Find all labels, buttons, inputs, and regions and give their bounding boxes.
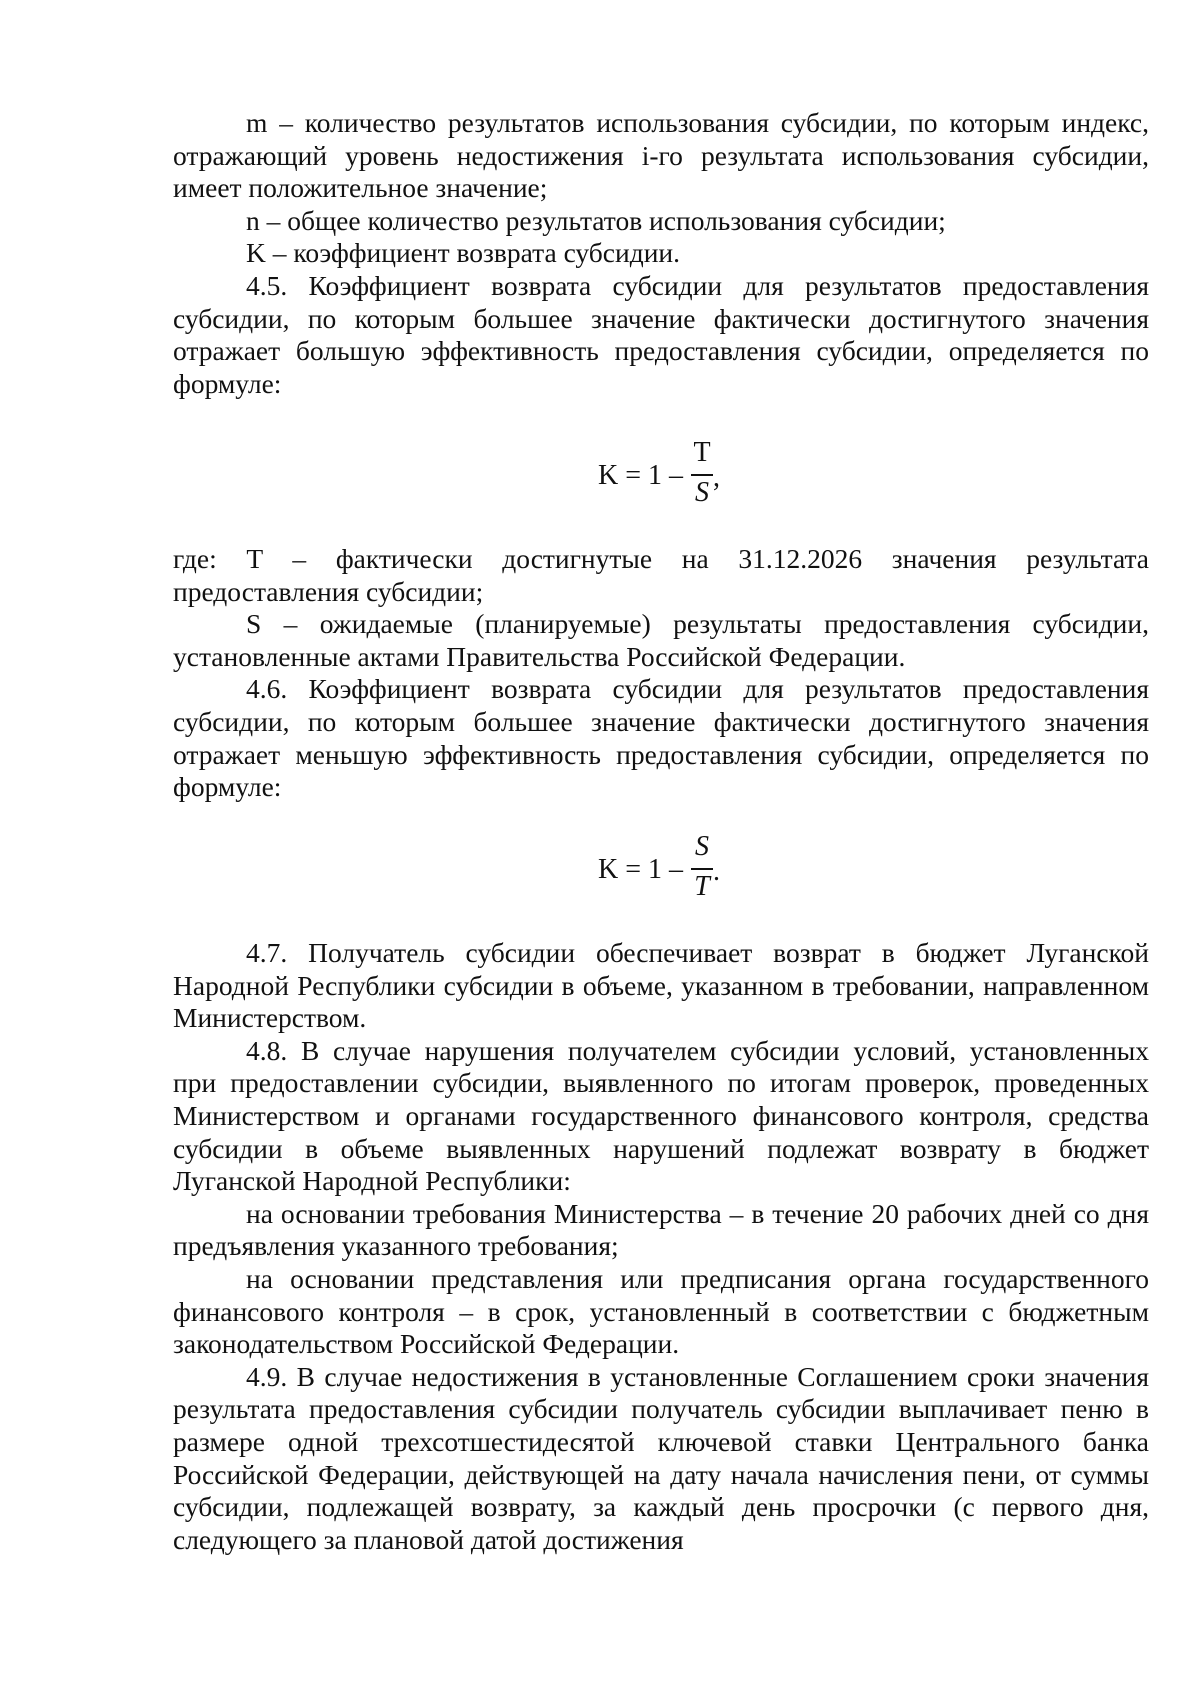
formula-denominator: S <box>695 477 709 508</box>
paragraph-m-definition: m – количество результатов использования субсидии, по которым индекс, отражающий уровень недостижения i-го результата использования субсидии, имеет положительное значение; <box>173 107 1149 204</box>
formula-numerator: S <box>695 831 709 862</box>
text-block-where <box>173 543 1149 804</box>
text-block-definitions <box>173 107 1149 400</box>
paragraph-t-definition: где: T – фактически достигнутые на 31.12.2026 значения результата предоставления субсидии; <box>173 543 1149 607</box>
formula-denominator: T <box>694 871 710 902</box>
formula-punctuation: , <box>713 462 720 493</box>
formula-lhs: K = 1 – <box>598 460 684 491</box>
paragraph-s-definition: S – ожидаемые (планируемые) результаты предоставления субсидии, установленные актами Правительства Российской Федерации. <box>173 608 1149 672</box>
formula-lhs: K = 1 – <box>598 854 684 885</box>
fraction-bar <box>691 868 713 870</box>
paragraph-4-9: 4.9. В случае недостижения в установленные Соглашением сроки значения результата предоставления субсидии получатель субсидии выплачивает пеню в размере одной трехсотшестидесятой ключевой ставки Центрального банка Российской Федерации, действующей на дату начала начисления пени, от суммы субсидии, подлежащей возврату, за каждый день просрочки (с первого дня, следующего за плановой датой достижения <box>173 1360 1149 1555</box>
formula-4-5 <box>0 438 1200 518</box>
paragraph-control-order: на основании представления или предписания органа государственного финансового контроля – в срок, установленный в соответствии с бюджетным законодательством Российской Федерации. <box>173 1262 1149 1360</box>
formula-punctuation: . <box>713 856 720 887</box>
paragraph-ministry-demand: на основании требования Министерства – в течение 20 рабочих дней со дня предъявления указанного требования; <box>173 1197 1149 1262</box>
paragraph-n-definition: n – общее количество результатов использования субсидии; <box>246 204 946 236</box>
paragraph-4-5: 4.5. Коэффициент возврата субсидии для результатов предоставления субсидии, по которым большее значение фактически достигнутого значения отражает большую эффективность предоставления субсидии, определяется по формуле: <box>173 269 1149 399</box>
fraction-bar <box>691 474 713 476</box>
text-block-refund <box>173 937 1149 1556</box>
paragraph-4-8: 4.8. В случае нарушения получателем субсидии условий, установленных при предоставлении субсидии, выявленного по итогам проверок, проведенных Министерством и органами государственного финансового контроля, средства субсидии в объеме выявленных нарушений подлежат возврату в бюджет Луганской Народной Республики: <box>173 1034 1149 1197</box>
paragraph-4-7: 4.7. Получатель субсидии обеспечивает возврат в бюджет Луганской Народной Республики субсидии в объеме, указанном в требовании, направленном Министерством. <box>173 937 1149 1034</box>
paragraph-k-definition: K – коэффициент возврата субсидии. <box>246 237 681 269</box>
paragraph-4-6: 4.6. Коэффициент возврата субсидии для результатов предоставления субсидии, по которым большее значение фактически достигнутого значения отражает меньшую эффективность предоставления субсидии, определяется по формуле: <box>173 673 1149 803</box>
formula-4-6 <box>0 832 1200 912</box>
formula-numerator: T <box>693 437 711 468</box>
